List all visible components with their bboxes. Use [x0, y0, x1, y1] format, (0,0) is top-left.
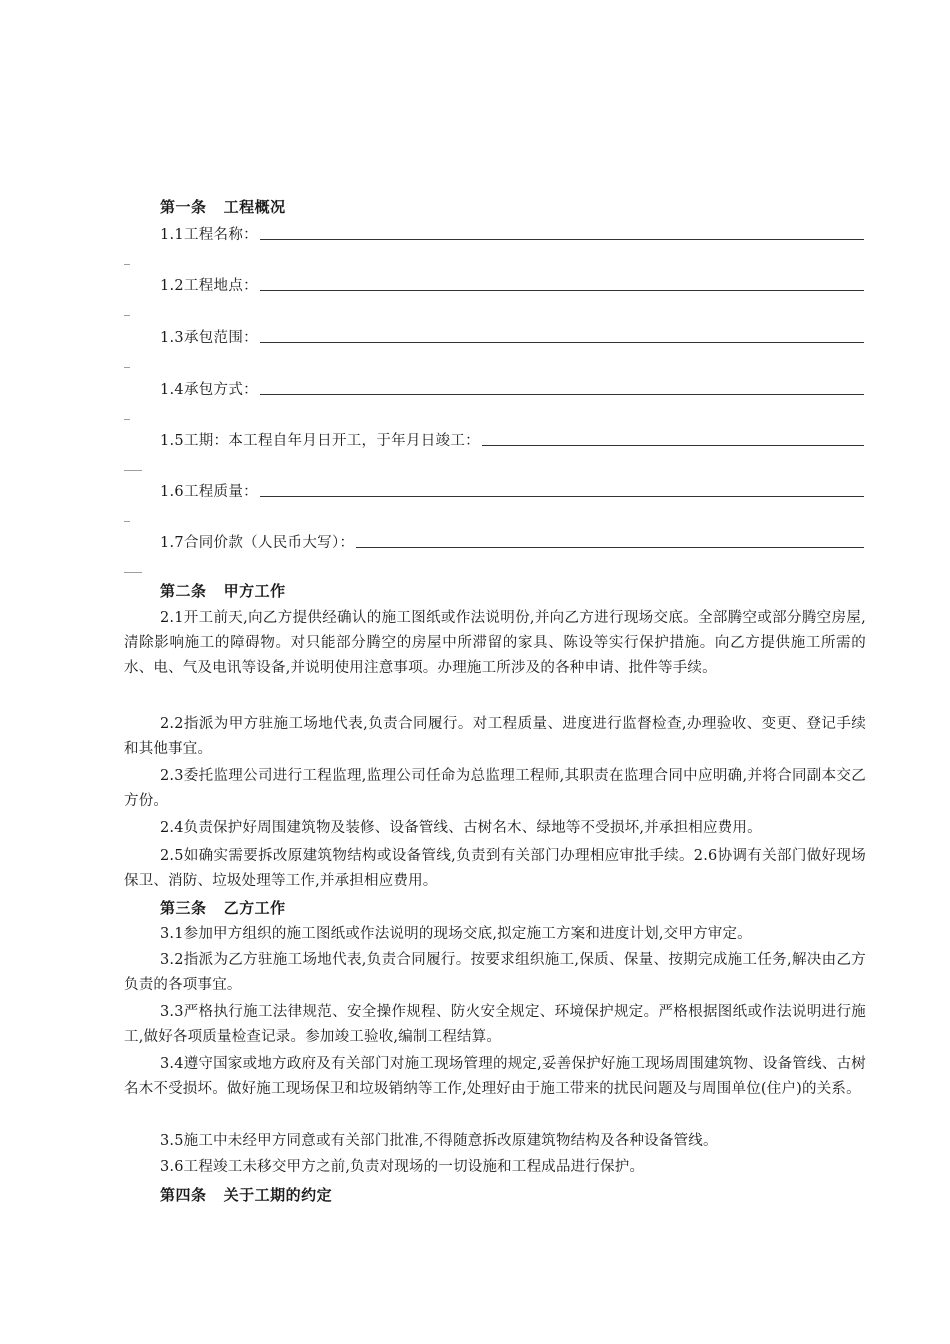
clause-3-6: 3.6工程竣工未移交甲方之前,负责对现场的一切设施和工程成品进行保护。: [160, 1159, 645, 1175]
field-label: 1.1工程名称：: [160, 227, 258, 243]
line-tail: _: [124, 354, 130, 368]
fill-in-line: [260, 496, 864, 497]
fill-in-line: [482, 445, 864, 446]
clause-3-3: 3.3严格执行施工法律规范、安全操作规程、防火安全规定、环境保护规定。严格根据图纸或作法说明进行施工,做好各项质量检查记录。参加竣工验收,编制工程结算。: [124, 1004, 866, 1045]
field-project-quality: [160, 479, 864, 501]
section-3-heading: 第三条 乙方工作: [160, 899, 286, 917]
line-tail: _: [124, 302, 130, 316]
clause-2-5: 2.5如确实需要拆改原建筑物结构或设备管线,负责到有关部门办理相应审批手续。2.6协调有关部门做好现场保卫、消防、垃圾处理等工作,并承担相应费用。: [124, 848, 866, 889]
section-2-heading: 第二条 甲方工作: [160, 582, 286, 600]
section-4-heading: 第四条 关于工期的约定: [160, 1186, 333, 1204]
field-construction-period: [160, 428, 864, 450]
line-tail: _: [124, 406, 130, 420]
line-tail: ___: [124, 457, 142, 471]
clause-3-4: 3.4遵守国家或地方政府及有关部门对施工现场管理的规定,妥善保护好施工现场周围建筑物、设备管线、古树名木不受损坏。做好施工现场保卫和垃圾销纳等工作,处理好由于施工带来的扰民问题及与周围单位(住户)的关系。: [124, 1056, 866, 1097]
clause-3-5: 3.5施工中未经甲方同意或有关部门批准,不得随意拆改原建筑物结构及各种设备管线。: [160, 1133, 718, 1149]
field-label: 1.6工程质量：: [160, 484, 258, 500]
field-project-name: [160, 222, 864, 244]
fill-in-line: [260, 342, 864, 343]
clause-2-4: 2.4负责保护好周围建筑物及装修、设备管线、古树名木、绿地等不受损坏,并承担相应费用。: [160, 820, 762, 836]
fill-in-line: [260, 394, 864, 395]
fill-in-line: [260, 239, 864, 240]
field-label: 1.3承包范围：: [160, 330, 258, 346]
fill-in-line: [260, 290, 864, 291]
field-label: 1.5工期：本工程自年月日开工，于年月日竣工：: [160, 433, 480, 449]
field-project-location: [160, 273, 864, 295]
field-contract-scope: [160, 325, 864, 347]
section-1-heading: 第一条 工程概况: [160, 198, 286, 216]
field-label: 1.7合同价款（人民币大写）：: [160, 535, 355, 551]
clause-3-1: 3.1参加甲方组织的施工图纸或作法说明的现场交底,拟定施工方案和进度计划,交甲方审定。: [160, 926, 752, 942]
line-tail: ___: [124, 559, 142, 573]
clause-2-3: 2.3委托监理公司进行工程监理,监理公司任命为总监理工程师,其职责在监理合同中应明确,并将合同副本交乙方份。: [124, 768, 866, 809]
field-contract-method: [160, 377, 864, 399]
clause-3-2: 3.2指派为乙方驻施工场地代表,负责合同履行。按要求组织施工,保质、保量、按期完成施工任务,解决由乙方负责的各项事宜。: [124, 952, 866, 993]
line-tail: _: [124, 251, 130, 265]
line-tail: _: [124, 508, 130, 522]
field-label: 1.4承包方式：: [160, 382, 258, 398]
clause-2-1: 2.1开工前天,向乙方提供经确认的施工图纸或作法说明份,并向乙方进行现场交底。全部腾空或部分腾空房屋,清除影响施工的障碍物。对只能部分腾空的房屋中所滞留的家具、陈设等实行保护措施。向乙方提供施工所需的水、电、气及电讯等设备,并说明使用注意事项。办理施工所涉及的各种申请、批件等手续。: [124, 610, 866, 676]
field-label: 1.2工程地点：: [160, 278, 258, 294]
field-contract-price: [160, 530, 864, 552]
fill-in-line: [356, 547, 864, 548]
clause-2-2: 2.2指派为甲方驻施工场地代表,负责合同履行。对工程质量、进度进行监督检查,办理验收、变更、登记手续和其他事宜。: [124, 716, 866, 757]
